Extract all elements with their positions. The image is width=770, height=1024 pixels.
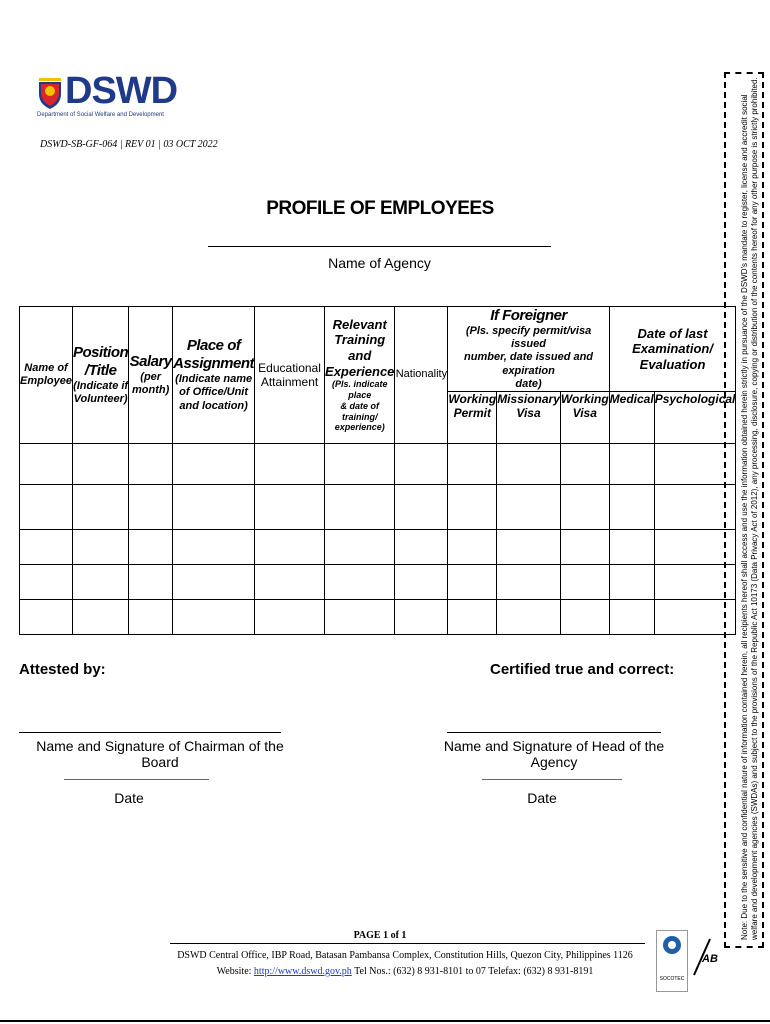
table-cell[interactable] — [20, 529, 73, 564]
dswd-logo — [37, 70, 178, 126]
badge-socotec-label: SOCOTEC — [659, 976, 685, 982]
head-date-label: Date — [527, 790, 557, 806]
office-address: DSWD Central Office, IBP Road, Batasan Pambansa Complex, Constitution Hills, Quezon City, Philippines 1126 — [177, 950, 633, 961]
table-cell[interactable] — [20, 564, 73, 599]
table-cell[interactable] — [73, 529, 129, 564]
table-cell[interactable] — [255, 564, 325, 599]
socotec-certification-badge — [656, 930, 688, 992]
table-cell[interactable] — [173, 443, 255, 484]
table-cell[interactable] — [497, 484, 561, 529]
table-cell[interactable] — [448, 443, 497, 484]
header-name-of-employee: Name of Employee — [20, 307, 73, 444]
table-cell[interactable] — [325, 564, 395, 599]
table-cell[interactable] — [609, 529, 654, 564]
page-number: PAGE 1 of 1 — [353, 930, 407, 941]
table-cell[interactable] — [129, 484, 173, 529]
table-cell[interactable] — [560, 599, 609, 634]
table-cell[interactable] — [20, 443, 73, 484]
table-cell[interactable] — [173, 564, 255, 599]
header-nationality: Nationality — [395, 307, 448, 444]
table-row — [20, 529, 736, 564]
document-reference: DSWD-SB-GF-064 | REV 01 | 03 OCT 2022 — [40, 139, 218, 150]
header-if-foreigner: If Foreigner (Pls. specify permit/visa issued number, date issued and expiration date) — [448, 307, 609, 392]
website-link[interactable]: http://www.dswd.gov.ph — [253, 966, 352, 977]
table-cell[interactable] — [609, 443, 654, 484]
table-cell[interactable] — [325, 484, 395, 529]
chairman-date-line[interactable] — [64, 779, 209, 780]
table-cell[interactable] — [73, 599, 129, 634]
employee-table — [19, 306, 736, 635]
logo-wordmark: DSWD — [65, 70, 178, 112]
table-cell[interactable] — [255, 443, 325, 484]
table-cell[interactable] — [325, 529, 395, 564]
header-place-of-assignment: Place of Assignment (Indicate name of Office/Unit and location) — [173, 307, 255, 444]
agency-name-label: Name of Agency — [328, 255, 431, 271]
table-cell[interactable] — [448, 599, 497, 634]
table-cell[interactable] — [395, 443, 448, 484]
website-label: Website: — [216, 966, 254, 977]
table-cell[interactable] — [325, 443, 395, 484]
table-cell[interactable] — [395, 564, 448, 599]
privacy-note-text: Note: Due to the sensitive and confidential nature of information contained herein, all recipients hereof shall access and use the information obtained herein strictly in pursuance of the DSWD's mandate to register, license and accredit social welfare and development agencies (SWDAs) and subject to the provisions of the Republic Act 10173 (Data Privacy Act of 2012), any processing, disclosure, copying or distribution of the contents hereof for any other purpose is strictly prohibited. — [740, 77, 759, 940]
bottom-rule — [0, 1020, 770, 1022]
table-cell[interactable] — [20, 484, 73, 529]
table-cell[interactable] — [173, 529, 255, 564]
header-date-of-last-examination: Date of last Examination/ Evaluation — [609, 307, 736, 392]
table-cell[interactable] — [255, 529, 325, 564]
table-row — [20, 484, 736, 529]
table-cell[interactable] — [560, 529, 609, 564]
table-cell[interactable] — [448, 529, 497, 564]
head-signature-line[interactable] — [447, 732, 661, 733]
table-cell[interactable] — [448, 564, 497, 599]
header-missionary-visa: Missionary Visa — [497, 391, 561, 443]
table-cell[interactable] — [395, 484, 448, 529]
accreditation-badge — [690, 935, 718, 990]
table-cell[interactable] — [255, 484, 325, 529]
table-cell[interactable] — [395, 529, 448, 564]
header-working-visa: Working Visa — [560, 391, 609, 443]
page-title: PROFILE OF EMPLOYEES — [266, 198, 494, 219]
table-cell[interactable] — [448, 484, 497, 529]
table-cell[interactable] — [560, 564, 609, 599]
header-educational-attainment: Educational Attainment — [255, 307, 325, 444]
table-row — [20, 443, 736, 484]
footer-rule — [170, 943, 645, 944]
certification-seal-icon — [657, 931, 687, 971]
table-row — [20, 564, 736, 599]
header-relevant-training: Relevant Training and Experience (Pls. indicate place & date of training/ experience) — [325, 307, 395, 444]
table-cell[interactable] — [560, 484, 609, 529]
header-psychological: Psychological — [654, 391, 736, 443]
table-cell[interactable] — [497, 599, 561, 634]
table-cell[interactable] — [73, 443, 129, 484]
phone-numbers: Tel Nos.: (632) 8 931-8101 to 07 Telefax: (632) 8 931-8191 — [351, 966, 594, 977]
table-cell[interactable] — [20, 599, 73, 634]
table-cell[interactable] — [129, 529, 173, 564]
contact-info — [150, 966, 660, 977]
logo-subtitle: Department of Social Welfare and Development — [37, 112, 164, 118]
table-cell[interactable] — [497, 564, 561, 599]
employee-table-body — [20, 443, 736, 634]
chairman-signature-line[interactable] — [19, 732, 281, 733]
badge-ab-label: AB — [702, 953, 718, 965]
header-working-permit: Working Permit — [448, 391, 497, 443]
table-cell[interactable] — [609, 564, 654, 599]
header-position: Position /Title (Indicate if Volunteer) — [73, 307, 129, 444]
table-cell[interactable] — [173, 484, 255, 529]
table-cell[interactable] — [395, 599, 448, 634]
table-cell[interactable] — [73, 564, 129, 599]
table-cell[interactable] — [609, 599, 654, 634]
chairman-date-label: Date — [114, 790, 144, 806]
head-signature-label: Name and Signature of Head of the Agency — [443, 738, 665, 770]
table-cell[interactable] — [560, 443, 609, 484]
table-cell[interactable] — [609, 484, 654, 529]
table-cell[interactable] — [325, 599, 395, 634]
table-cell[interactable] — [129, 599, 173, 634]
table-cell[interactable] — [255, 599, 325, 634]
table-cell[interactable] — [129, 564, 173, 599]
dswd-shield-icon — [37, 76, 63, 110]
table-cell[interactable] — [129, 443, 173, 484]
table-row — [20, 599, 736, 634]
chairman-signature-label: Name and Signature of Chairman of the Board — [36, 738, 284, 770]
header-salary: Salary (per month) — [129, 307, 173, 444]
table-cell[interactable] — [173, 599, 255, 634]
table-cell[interactable] — [73, 484, 129, 529]
table-cell[interactable] — [497, 529, 561, 564]
agency-name-line — [208, 246, 551, 247]
certified-label: Certified true and correct: — [490, 661, 675, 678]
attested-by-label: Attested by: — [19, 661, 106, 678]
head-date-line[interactable] — [482, 779, 622, 780]
table-cell[interactable] — [497, 443, 561, 484]
header-medical: Medical — [609, 391, 654, 443]
